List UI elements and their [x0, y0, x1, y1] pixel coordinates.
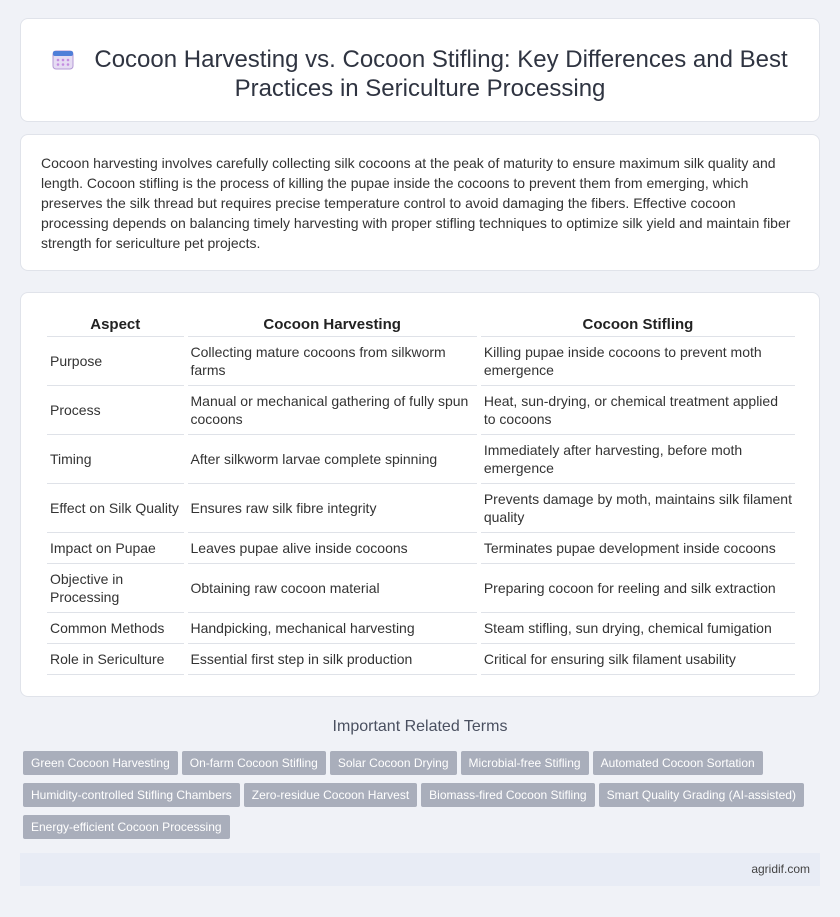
table-row — [47, 644, 795, 675]
intro-paragraph: Cocoon harvesting involves carefully collecting silk cocoons at the peak of maturity to ensure maximum silk quality and length. Cocoon stifling is the process of killing the pupae inside the cocoons to prevent them from emerging, which preserves the silk thread but requires precise temperature control to avoid damaging the fibers. Effective cocoon processing depends on balancing timely harvesting with proper stifling techniques to optimize silk yield and maintain fiber strength for sericulture pet projects. — [41, 155, 791, 251]
page-title — [21, 45, 819, 103]
tag-link[interactable]: Humidity-controlled Stifling Chambers — [23, 783, 240, 807]
title-card — [20, 18, 820, 122]
tag-link[interactable]: On-farm Cocoon Stifling — [182, 751, 326, 775]
table-row — [47, 337, 795, 386]
table-row — [47, 613, 795, 644]
row-aspect: Effect on Silk Quality — [47, 484, 184, 533]
row-stifling: Prevents damage by moth, maintains silk filament quality — [481, 484, 795, 533]
footer — [20, 853, 820, 886]
tag-link[interactable]: Smart Quality Grading (AI-assisted) — [599, 783, 804, 807]
tag-link[interactable]: Zero-residue Cocoon Harvest — [244, 783, 417, 807]
header-aspect: Aspect — [47, 313, 184, 337]
row-harvesting: Essential first step in silk production — [188, 644, 477, 675]
row-aspect: Role in Sericulture — [47, 644, 184, 675]
header-stifling: Cocoon Stifling — [481, 313, 795, 337]
row-harvesting: Handpicking, mechanical harvesting — [188, 613, 477, 644]
table-row — [47, 533, 795, 564]
tag-link[interactable]: Solar Cocoon Drying — [330, 751, 457, 775]
tag-link[interactable]: Green Cocoon Harvesting — [23, 751, 178, 775]
page-title-text: Cocoon Harvesting vs. Cocoon Stifling: Key Differences and Best Practices in Sericulture Processing — [94, 46, 788, 102]
row-harvesting: Leaves pupae alive inside cocoons — [188, 533, 477, 564]
table-row — [47, 435, 795, 484]
header-harvesting: Cocoon Harvesting — [188, 313, 477, 337]
row-stifling: Steam stifling, sun drying, chemical fumigation — [481, 613, 795, 644]
row-harvesting: After silkworm larvae complete spinning — [188, 435, 477, 484]
row-stifling: Immediately after harvesting, before moth emergence — [481, 435, 795, 484]
row-aspect: Process — [47, 386, 184, 435]
comparison-table — [43, 313, 799, 675]
row-stifling: Preparing cocoon for reeling and silk extraction — [481, 564, 795, 613]
footer-site-link[interactable]: agridif.com — [751, 862, 810, 876]
calendar-icon — [52, 48, 74, 70]
row-harvesting: Ensures raw silk fibre integrity — [188, 484, 477, 533]
row-aspect: Impact on Pupae — [47, 533, 184, 564]
intro-card — [20, 134, 820, 271]
related-terms-tags — [23, 751, 823, 847]
row-stifling: Terminates pupae development inside cocoons — [481, 533, 795, 564]
row-aspect: Purpose — [47, 337, 184, 386]
row-aspect: Common Methods — [47, 613, 184, 644]
row-harvesting: Obtaining raw cocoon material — [188, 564, 477, 613]
row-stifling: Heat, sun-drying, or chemical treatment applied to cocoons — [481, 386, 795, 435]
tag-link[interactable]: Biomass-fired Cocoon Stifling — [421, 783, 594, 807]
row-aspect: Objective in Processing — [47, 564, 184, 613]
tag-link[interactable]: Energy-efficient Cocoon Processing — [23, 815, 230, 839]
row-stifling: Critical for ensuring silk filament usability — [481, 644, 795, 675]
tag-link[interactable]: Microbial-free Stifling — [461, 751, 589, 775]
table-row — [47, 386, 795, 435]
tag-link[interactable]: Automated Cocoon Sortation — [593, 751, 763, 775]
row-harvesting: Manual or mechanical gathering of fully spun cocoons — [188, 386, 477, 435]
comparison-table-card — [20, 292, 820, 697]
row-harvesting: Collecting mature cocoons from silkworm farms — [188, 337, 477, 386]
row-aspect: Timing — [47, 435, 184, 484]
table-row — [47, 484, 795, 533]
table-row — [47, 564, 795, 613]
row-stifling: Killing pupae inside cocoons to prevent moth emergence — [481, 337, 795, 386]
related-terms-title: Important Related Terms — [332, 718, 508, 735]
